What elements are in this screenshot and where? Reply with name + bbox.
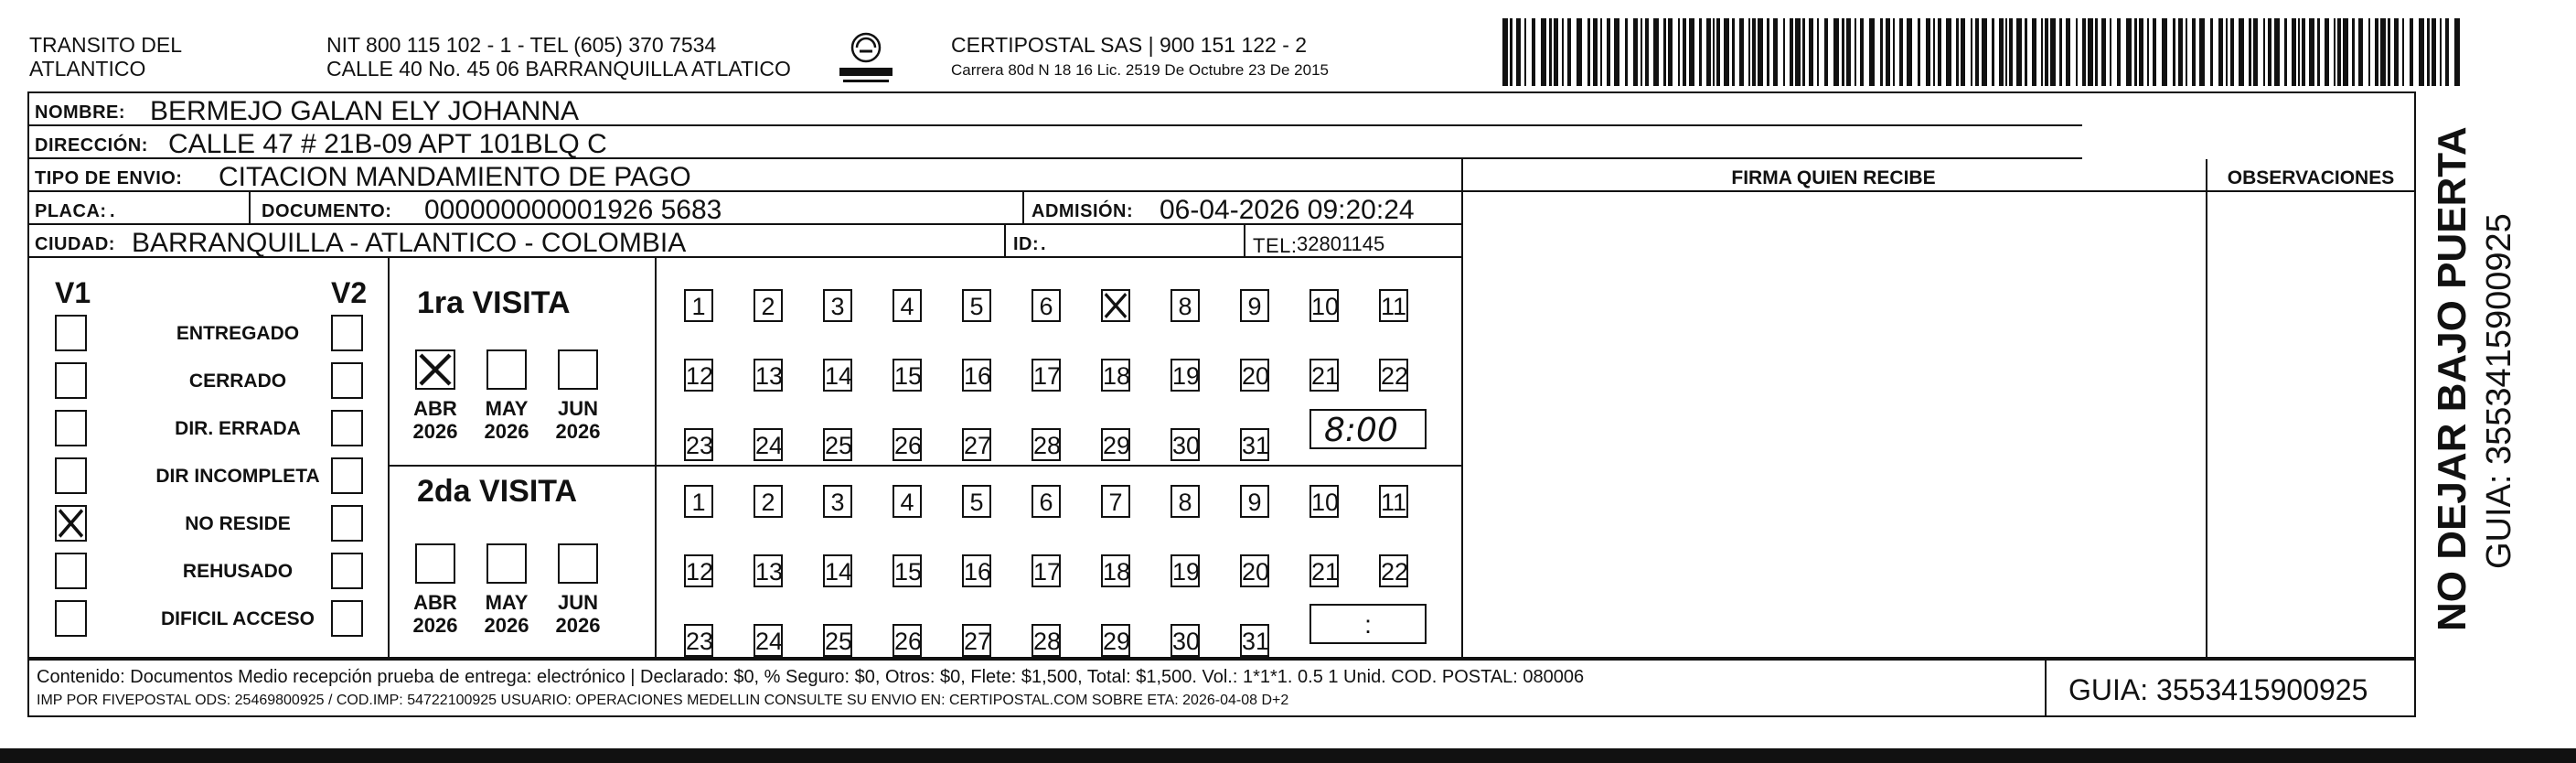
v2-checkbox[interactable]	[331, 362, 363, 399]
day-checkbox[interactable]: 29	[1101, 624, 1130, 657]
v2-checkbox[interactable]	[331, 457, 363, 494]
barcode-image	[1502, 18, 2463, 86]
day-checkbox[interactable]: 27	[962, 428, 991, 461]
month-checkbox[interactable]	[415, 543, 455, 584]
documento-value: 000000000001926 5683	[424, 195, 722, 225]
day-checkbox[interactable]: 3	[823, 289, 852, 322]
day-checkbox[interactable]: 8	[1170, 289, 1200, 322]
footer-imp: IMP POR FIVEPOSTAL ODS: 25469800925 / COD.IMP: 54722100925 USUARIO: OPERACIONES MEDELLIN CONSULTE SU ENVIO EN: CERTIPOSTAL.COM SOBRE ETA: 2026-04-08 D+2	[37, 693, 1289, 708]
day-checkbox[interactable]: 9	[1240, 289, 1269, 322]
day-checkbox[interactable]: 16	[962, 359, 991, 392]
status-option-label: DIR. ERRADA	[175, 418, 301, 439]
day-checkbox[interactable]: 30	[1170, 624, 1200, 657]
month-label	[546, 591, 610, 638]
day-checkbox[interactable]: 14	[823, 359, 852, 392]
day-checkbox[interactable]: 2	[754, 289, 783, 322]
month-name: ABR	[413, 591, 457, 614]
day-checkbox[interactable]: 4	[893, 289, 922, 322]
org-name-line2: ATLANTICO	[29, 57, 146, 81]
status-option-label: DIFICIL ACCESO	[160, 608, 315, 629]
v1-checkbox[interactable]	[55, 600, 87, 637]
nombre-value: BERMEJO GALAN ELY JOHANNA	[150, 96, 580, 126]
day-checkbox[interactable]: 31	[1240, 428, 1269, 461]
month-name: JUN	[557, 397, 598, 420]
status-option-label: DIR INCOMPLETA	[155, 466, 320, 487]
observations-area[interactable]	[2207, 192, 2412, 659]
day-checkbox[interactable]: 15	[893, 359, 922, 392]
placa-label: PLACA:	[35, 201, 107, 221]
address-line: CALLE 40 No. 45 06 BARRANQUILLA ATLATICO	[326, 57, 791, 81]
day-checkbox[interactable]: 7	[1101, 485, 1130, 518]
visit1-time-box[interactable]	[1309, 409, 1427, 449]
day-checkbox[interactable]: 2	[754, 485, 783, 518]
row-ciudad	[29, 225, 1461, 258]
day-checkbox[interactable]: 19	[1170, 359, 1200, 392]
v2-checkbox[interactable]	[331, 505, 363, 542]
day-checkbox[interactable]: 23	[684, 624, 713, 657]
day-checkbox[interactable]: 1	[684, 485, 713, 518]
day-checkbox[interactable]: 25	[823, 428, 852, 461]
month-year: 2026	[412, 420, 458, 444]
day-checkbox[interactable]: 15	[893, 554, 922, 587]
day-checkbox[interactable]: 6	[1031, 485, 1061, 518]
warning-vertical: NO DEJAR BAJO PUERTA	[2430, 126, 2474, 631]
v2-checkbox[interactable]	[331, 600, 363, 637]
v2-checkbox[interactable]	[331, 315, 363, 351]
v1-checkbox[interactable]	[55, 505, 87, 542]
ciudad-value: BARRANQUILLA - ATLANTICO - COLOMBIA	[132, 228, 687, 258]
tipo-label: TIPO DE ENVIO:	[35, 168, 183, 188]
month-label	[475, 591, 539, 638]
admision-value: 06-04-2026 09:20:24	[1160, 195, 1415, 225]
id-value: .	[1041, 234, 1047, 254]
company-line: CERTIPOSTAL SAS | 900 151 122 - 2	[951, 33, 1308, 57]
visit1-time-value: 8:00	[1324, 412, 1398, 449]
footer-contenido: Contenido: Documentos Medio recepción prueba de entrega: electrónico | Declarado: $0, % Seguro: $0, Otros: $0, Flete: $1,500, Total: $1,500. Vol.: 1*1*1. 0.5 1 Unid. COD. POSTAL: 080006	[37, 667, 1585, 687]
day-checkbox[interactable]: 5	[962, 289, 991, 322]
firma-header: FIRMA QUIEN RECIBE	[1731, 167, 1936, 188]
org-name-line1: TRANSITO DEL	[29, 33, 182, 57]
day-checkbox[interactable]: 24	[754, 428, 783, 461]
month-checkbox[interactable]	[558, 543, 598, 584]
nit-line: NIT 800 115 102 - 1 - TEL (605) 370 7534	[326, 33, 717, 57]
id-label: ID:	[1013, 234, 1040, 254]
v1-checkbox[interactable]	[55, 410, 87, 446]
day-checkbox[interactable]: 20	[1240, 554, 1269, 587]
month-name: MAY	[485, 397, 529, 420]
day-checkbox[interactable]: 27	[962, 624, 991, 657]
month-label	[403, 591, 467, 638]
v1-checkbox[interactable]	[55, 553, 87, 589]
visit2-title: 2da VISITA	[417, 474, 578, 509]
month-checkbox[interactable]	[486, 543, 527, 584]
month-label	[403, 397, 467, 444]
day-checkbox[interactable]: 22	[1379, 359, 1408, 392]
tel-value: 32801145	[1297, 232, 1385, 255]
visit2-time-value: :	[1364, 610, 1372, 639]
month-name: MAY	[485, 591, 529, 614]
placa-value: .	[110, 201, 116, 221]
day-checkbox[interactable]: 10	[1309, 289, 1339, 322]
admision-label: ADMISIÓN:	[1031, 201, 1134, 221]
day-checkbox[interactable]: 13	[754, 554, 783, 587]
status-option-label: ENTREGADO	[176, 323, 300, 344]
month-year: 2026	[484, 614, 529, 638]
row-direccion	[29, 126, 2082, 159]
v1-checkbox[interactable]	[55, 315, 87, 351]
day-checkbox[interactable]: 1	[684, 289, 713, 322]
day-checkbox[interactable]: 11	[1379, 485, 1408, 518]
v1-label: V1	[55, 276, 91, 309]
day-checkbox[interactable]	[1101, 289, 1130, 322]
day-checkbox[interactable]: 29	[1101, 428, 1130, 461]
signature-area[interactable]	[1463, 192, 2204, 659]
day-checkbox[interactable]: 18	[1101, 359, 1130, 392]
footer-guia: GUIA: 3553415900925	[2068, 673, 2368, 706]
month-label	[546, 397, 610, 444]
day-checkbox[interactable]: 17	[1031, 554, 1061, 587]
day-checkbox[interactable]: 21	[1309, 359, 1339, 392]
tipo-value: CITACION MANDAMIENTO DE PAGO	[219, 162, 691, 192]
day-checkbox[interactable]: 30	[1170, 428, 1200, 461]
month-year: 2026	[555, 614, 601, 638]
month-checkbox[interactable]	[558, 349, 598, 390]
visit1-title: 1ra VISITA	[417, 285, 571, 320]
v2-label: V2	[331, 276, 368, 309]
day-checkbox[interactable]: 9	[1240, 485, 1269, 518]
day-checkbox[interactable]: 5	[962, 485, 991, 518]
v2-checkbox[interactable]	[331, 553, 363, 589]
month-year: 2026	[484, 420, 529, 444]
day-checkbox[interactable]: 4	[893, 485, 922, 518]
day-checkbox[interactable]: 19	[1170, 554, 1200, 587]
month-label	[475, 397, 539, 444]
day-checkbox[interactable]: 17	[1031, 359, 1061, 392]
day-checkbox[interactable]: 22	[1379, 554, 1408, 587]
day-checkbox[interactable]: 24	[754, 624, 783, 657]
day-checkbox[interactable]: 12	[684, 359, 713, 392]
month-checkbox[interactable]	[486, 349, 527, 390]
month-checkbox[interactable]	[415, 349, 455, 390]
company-subline: Carrera 80d N 18 16 Lic. 2519 De Octubre 23 De 2015	[951, 61, 1329, 79]
row-placa	[29, 192, 1461, 225]
status-option-label: REHUSADO	[182, 561, 294, 582]
direccion-label: DIRECCIÓN:	[35, 135, 148, 156]
v1-checkbox[interactable]	[55, 362, 87, 399]
month-year: 2026	[412, 614, 458, 638]
day-checkbox[interactable]: 20	[1240, 359, 1269, 392]
day-checkbox[interactable]: 31	[1240, 624, 1269, 657]
certipostal-logo	[834, 27, 898, 91]
day-checkbox[interactable]: 8	[1170, 485, 1200, 518]
status-option-label: CERRADO	[188, 371, 287, 392]
day-checkbox[interactable]: 26	[893, 624, 922, 657]
day-checkbox[interactable]: 6	[1031, 289, 1061, 322]
month-year: 2026	[555, 420, 601, 444]
nombre-label: NOMBRE:	[35, 102, 126, 123]
month-name: JUN	[557, 591, 598, 614]
tel-label: TEL:	[1253, 234, 1298, 257]
day-checkbox[interactable]: 3	[823, 485, 852, 518]
documento-label: DOCUMENTO:	[262, 201, 392, 221]
row-nombre	[29, 93, 2082, 126]
day-checkbox[interactable]: 13	[754, 359, 783, 392]
month-name: ABR	[413, 397, 457, 420]
ciudad-label: CIUDAD:	[35, 234, 115, 254]
day-checkbox[interactable]: 12	[684, 554, 713, 587]
day-checkbox[interactable]: 26	[893, 428, 922, 461]
v1-checkbox[interactable]	[55, 457, 87, 494]
day-checkbox[interactable]: 11	[1379, 289, 1408, 322]
day-checkbox[interactable]: 21	[1309, 554, 1339, 587]
day-checkbox[interactable]: 10	[1309, 485, 1339, 518]
bottom-strip	[0, 748, 2576, 763]
direccion-value: CALLE 47 # 21B-09 APT 101BLQ C	[168, 129, 607, 159]
v2-checkbox[interactable]	[331, 410, 363, 446]
day-checkbox[interactable]: 28	[1031, 428, 1061, 461]
day-checkbox[interactable]: 28	[1031, 624, 1061, 657]
guia-vertical: GUIA: 3553415900925	[2480, 213, 2518, 569]
visit2-time-box[interactable]	[1309, 604, 1427, 644]
day-checkbox[interactable]: 16	[962, 554, 991, 587]
day-checkbox[interactable]: 14	[823, 554, 852, 587]
status-option-label: NO RESIDE	[185, 513, 291, 534]
day-checkbox[interactable]: 23	[684, 428, 713, 461]
observaciones-header: OBSERVACIONES	[2227, 167, 2395, 188]
day-checkbox[interactable]: 25	[823, 624, 852, 657]
day-checkbox[interactable]: 18	[1101, 554, 1130, 587]
